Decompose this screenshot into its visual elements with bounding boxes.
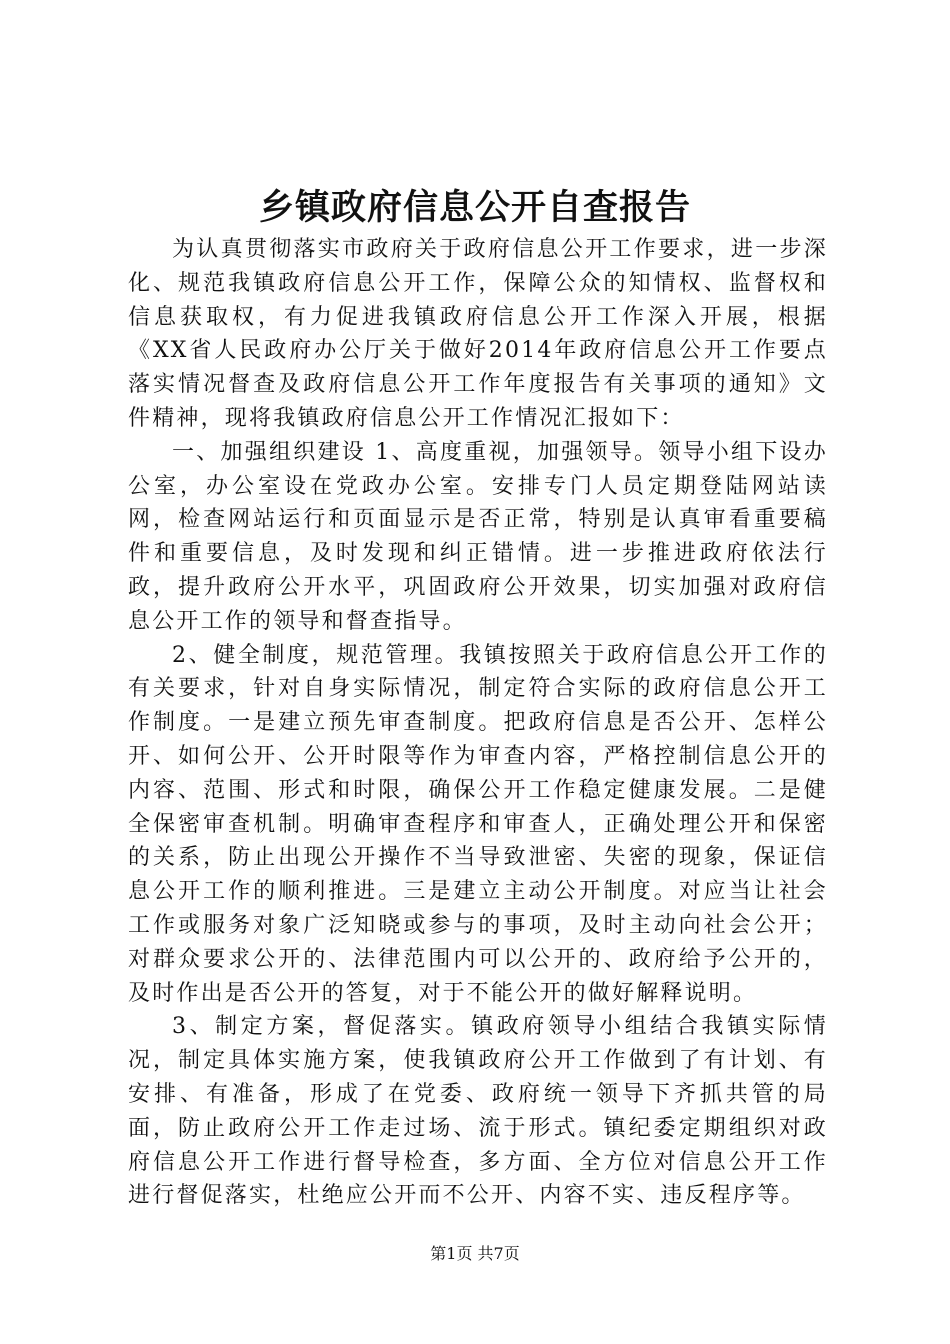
document-body <box>128 233 828 1213</box>
section-two-paragraph: 2、健全制度，规范管理。我镇按照关于政府信息公开工作的有关要求，针对自身实际情况，制定符合实际的政府信息公开工作制度。一是建立预先审查制度。把政府信息是否公开、怎样公开、如何公开、公开时限等作为审查内容，严格控制信息公开的内容、范围、形式和时限，确保公开工作稳定健康发展。二是健全保密审查机制。明确审查程序和审查人，正确处理公开和保密的关系，防止出现公开操作不当导致泄密、失密的现象，保证信息公开工作的顺利推进。三是建立主动公开制度。对应当让社会工作或服务对象广泛知晓或参与的事项，及时主动向社会公开；对群众要求公开的、法律范围内可以公开的、政府给予公开的，及时作出是否公开的答复，对于不能公开的做好解释说明。 <box>128 642 828 1006</box>
intro-paragraph: 为认真贯彻落实市政府关于政府信息公开工作要求，进一步深化、规范我镇政府信息公开工作，保障公众的知情权、监督权和信息获取权，有力促进我镇政府信息公开工作深入开展，根据《XX省人民政府办公厅关于做好2014年政府信息公开工作要点落实情况督查及政府信息公开工作年度报告有关事项的通知》文件精神，现将我镇政府信息公开工作情况汇报如下： <box>128 237 828 431</box>
section-three-paragraph: 3、制定方案，督促落实。镇政府领导小组结合我镇实际情况，制定具体实施方案，使我镇政府公开工作做到了有计划、有安排、有准备，形成了在党委、政府统一领导下齐抓共管的局面，防止政府公开工作走过场、流于形式。镇纪委定期组织对政府信息公开工作进行督导检查，多方面、全方位对信息公开工作进行督促落实，杜绝应公开而不公开、内容不实、违反程序等。 <box>128 1014 828 1209</box>
section-one-paragraph: 一、加强组织建设 1、高度重视，加强领导。领导小组下设办公室，办公室设在党政办公室。安排专门人员定期登陆网站读网，检查网站运行和页面显示是否正常，特别是认真审看重要稿件和重要信息，及时发现和纠正错情。进一步推进政府依法行政，提升政府公开水平，巩固政府公开效果，切实加强对政府信息公开工作的领导和督查指导。 <box>128 439 828 634</box>
page-footer: 第1页 共7页 <box>430 1244 520 1263</box>
document-title: 乡镇政府信息公开自查报告 <box>258 187 691 228</box>
